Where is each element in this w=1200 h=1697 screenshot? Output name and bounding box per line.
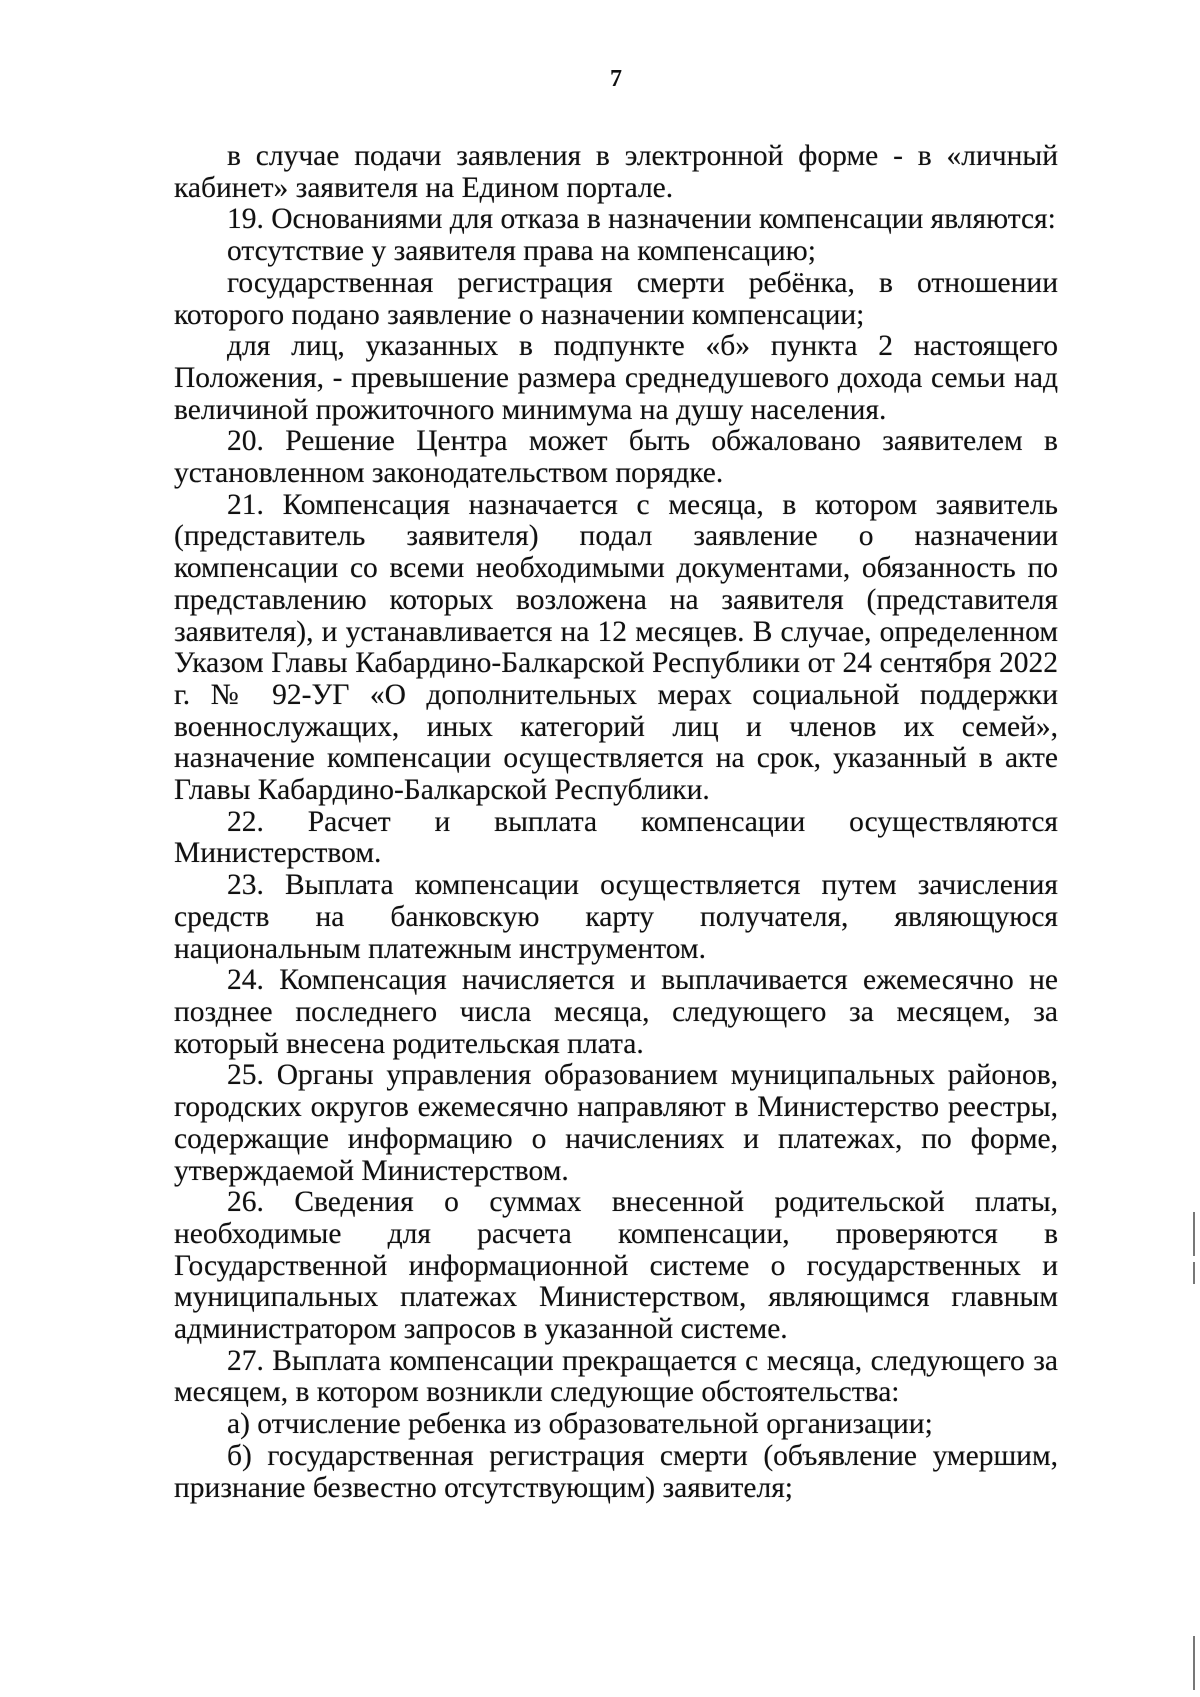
paragraph-22: 22. Расчет и выплата компенсации осуществляются Министерством. [174,805,1058,870]
paragraph-23: 23. Выплата компенсации осуществляется путем зачисления средств на банковскую карту получателя, являющуюся национальным платежным инструментом. [174,869,1058,965]
paragraph-19-item-2: государственная регистрация смерти ребёнка, в отношении которого подано заявление о назначении компенсации; [174,266,1058,331]
scan-margin-mark [1193,1636,1195,1690]
paragraph-19: 19. Основаниями для отказа в назначении компенсации являются: [227,203,1056,236]
paragraph-21: 21. Компенсация назначается с месяца, в котором заявитель (представитель заявителя) подал заявление о назначении компенсации со всеми необходимыми документами, обязанность по представлению которых возложена на заявителя (представителя заявителя), и устанавливается на 12 месяцев. В случае, определенном Указом Главы Кабардино-Балкарской Республики от 24 сентября 2022 г. № 92-УГ «О дополнительных мерах социальной поддержки военнослужащих, иных категорий лиц и членов их семей», назначение компенсации осуществляется на срок, указанный в акте Главы Кабардино-Балкарской Республики. [174,488,1058,807]
scan-margin-mark [1193,1212,1195,1256]
paragraph-19-item-1: отсутствие у заявителя права на компенсацию; [227,235,816,268]
page-number: 7 [610,66,622,92]
paragraph-27-item-a: а) отчисление ребенка из образовательной организации; [227,1408,933,1441]
document-body [174,141,1058,1504]
scan-margin-mark [1193,1262,1195,1284]
paragraph-19-item-3: для лиц, указанных в подпункте «б» пункта 2 настоящего Положения, - превышение размера среднедушевого дохода семьи над величиной прожиточного минимума на душу населения. [174,330,1058,426]
paragraph-27: 27. Выплата компенсации прекращается с месяца, следующего за месяцем, в котором возникли следующие обстоятельства: [174,1344,1058,1409]
paragraph-26: 26. Сведения о суммах внесенной родительской платы, необходимые для расчета компенсации, проверяются в Государственной информационной системе о государственных и муниципальных платежах Министерством, являющимся главным администратором запросов в указанной системе. [174,1186,1058,1346]
paragraph-27-item-b: б) государственная регистрация смерти (объявление умершим, признание безвестно отсутствующим) заявителя; [174,1439,1058,1504]
paragraph-20: 20. Решение Центра может быть обжаловано заявителем в установленном законодательством порядке. [174,425,1058,490]
paragraph-24: 24. Компенсация начисляется и выплачивается ежемесячно не позднее последнего числа месяца, следующего за месяцем, за который внесена родительская плата. [174,964,1058,1060]
paragraph-cabinet: в случае подачи заявления в электронной форме - в «личный кабинет» заявителя на Едином портале. [174,140,1058,204]
paragraph-25: 25. Органы управления образованием муниципальных районов, городских округов ежемесячно направляют в Министерство реестры, содержащие информацию о начислениях и платежах, по форме, утверждаемой Министерством. [174,1059,1058,1187]
